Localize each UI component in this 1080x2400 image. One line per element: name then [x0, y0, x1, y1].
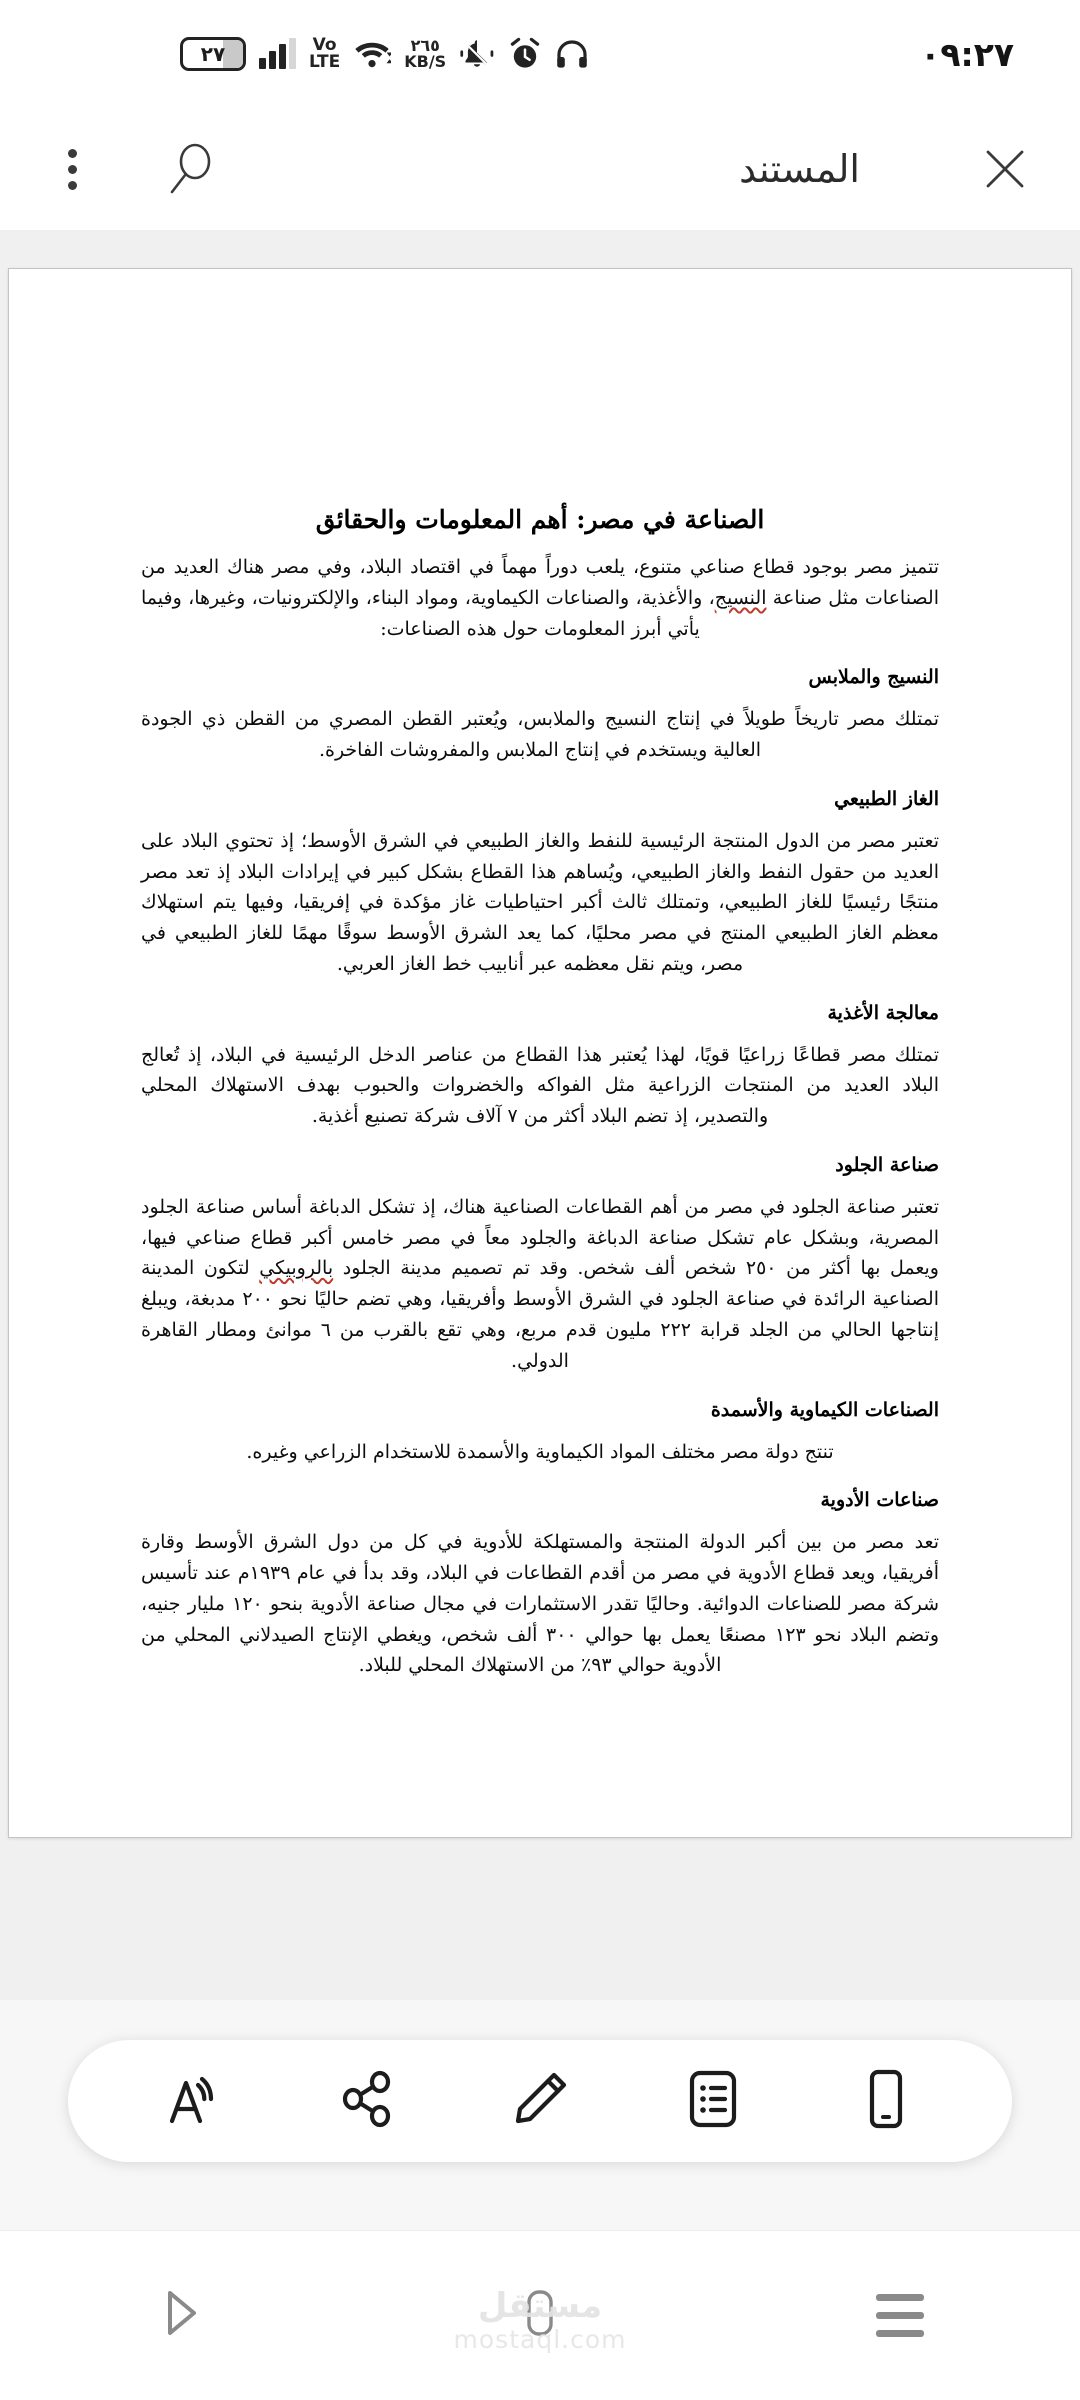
- back-button[interactable]: [105, 2261, 255, 2371]
- section-heading-food-processing: معالجة الأغذية: [827, 1001, 939, 1024]
- battery-icon: [180, 37, 246, 71]
- intro-text-part-2: ، والأغذية، والصناعات الكيماوية، ومواد البناء، والإلكترونيات، وغيرها، وفيما يأتي أبرز المعلومات حول هذه الصناعات:: [141, 586, 715, 640]
- app-bar: [0, 108, 1080, 230]
- section-body-chemicals: تنتج دولة مصر مختلف المواد الكيماوية والأسمدة للاستخدام الزراعي وغيره.: [246, 1440, 834, 1463]
- signal-bars-icon: [259, 39, 296, 69]
- share-button[interactable]: [313, 2047, 421, 2155]
- spell-error-robiki: بالروبيكي: [259, 1257, 334, 1280]
- outline-button[interactable]: [659, 2047, 767, 2155]
- leather-text-part-2: لتكون المدينة الصناعية الرائدة في صناعة الجلود في الشرق الأوسط وأفريقيا، وهي تضم حاليًا نحو ٢٠٠ مدبغة، ويبلغ إنتاجها الحالي من الجلد قرابة ٢٢٢ مليون قدم مربع، وهي تقع بالقرب من ٦ موانئ ومطار القاهرة الدولي.: [141, 1257, 939, 1372]
- kebab-menu-icon[interactable]: [52, 137, 93, 202]
- section-body-food-processing: تمتلك مصر قطاعًا زراعيًا قويًا، لهذا يُعتبر هذا القطاع من عناصر الدخل الرئيسية في البلاد، إذ تُعالج البلاد العديد من المنتجات الزراعية مثل الفواكه والخضروات والحبوب بهدف الاستهلاك المحلي والتصدير، إذ تضم البلاد أكثر من ٧ آلاف شركة تصنيع أغذية.: [141, 1043, 939, 1128]
- battery-level-text: ٢٧: [200, 42, 226, 66]
- edit-button[interactable]: [486, 2047, 594, 2155]
- document-page[interactable]: [8, 268, 1072, 1838]
- page-title: المستند: [739, 147, 860, 191]
- edit-pencil-icon: [504, 2063, 576, 2140]
- status-bar-icons: [180, 37, 589, 71]
- status-bar-clock: ٠٩:٢٧: [920, 34, 1014, 74]
- document-content: [9, 269, 1071, 1681]
- read-aloud-button[interactable]: [140, 2047, 248, 2155]
- section-heading-textiles: النسيج والملابس: [808, 666, 939, 689]
- document-title: الصناعة في مصر: أهم المعلومات والحقائق: [315, 505, 765, 534]
- section-body-pharmaceuticals: تعد مصر من بين أكبر الدولة المنتجة والمستهلكة للأدوية في كل من دول الشرق الأوسط وقارة أفريقيا، ويعد قطاع الأدوية في مصر من أقدم القطاعات في البلاد، وقد بدأ في عام ١٩٣٩م عند تأسيس شركة مصر للصناعات الدوائية. وحاليًا تقدر الاستثمارات في مجال صناعة الأدوية بنحو ١٢٠ مليار جنيه، وتضم البلاد نحو ١٢٣ مصنعًا يعمل بها حوالي ٣٠٠ ألف شخص، ويغطي الإنتاج الصيدلاني المحلي من الأدوية حوالي ٩٣٪ من الاستهلاك المحلي للبلاد.: [141, 1531, 939, 1677]
- section-body-natural-gas: تعتبر مصر من الدول المنتجة الرئيسية للنفط والغاز الطبيعي في الشرق الأوسط؛ إذ تحتوي البلاد على العديد من حقول النفط والغاز الطبيعي، ويُساهم هذا القطاع بشكل كبير في إيرادات البلاد إذ تعد مصر منتجًا رئيسيًا للغاز الطبيعي، وتمتلك ثالث أكبر احتياطيات غاز مؤكدة في إفريقيا، وفيها يتم استهلاك معظم الغاز الطبيعي المنتج في مصر محليًا، كما يعد الشرق الأوسط سوقًا مهمًا للغاز الطبيعي في مصر، ويتم نقل معظمه عبر أنابيب خط الغاز العربي.: [141, 829, 939, 975]
- document-intro-paragraph: [141, 552, 939, 644]
- status-bar-clock-area: [589, 35, 1044, 74]
- mobile-view-icon: [850, 2063, 922, 2140]
- app-bar-left-actions: [52, 137, 221, 202]
- document-scroll-area[interactable]: [0, 230, 1080, 2000]
- section-heading-pharmaceuticals: صناعات الأدوية: [820, 1489, 939, 1512]
- close-icon[interactable]: [978, 142, 1032, 196]
- outline-list-icon: [677, 2063, 749, 2140]
- network-speed-value: ٢٦٥: [410, 35, 440, 55]
- read-aloud-icon: [158, 2063, 230, 2140]
- spell-error-nasij: النسيج: [714, 586, 767, 609]
- recents-hamburger-icon: [876, 2294, 924, 2337]
- leather-text-part-1: تعتبر صناعة الجلود في مصر من أهم القطاعات الصناعية هناك، إذ تشكل الدباغة أساس صناعة الجلود المصرية، وبشكل عام تشكل صناعة الدباغة والجلود معاً في مصر خامس أكبر قطاع صناعي فيها، ويعمل بها أكثر من ٢٥٠ شخص ألف شخص. وقد تم تصميم مدينة الجلود: [141, 1195, 939, 1280]
- volte-icon: [309, 37, 340, 70]
- app-bar-right-actions: [739, 142, 1032, 196]
- network-speed-icon: [404, 35, 447, 71]
- recents-button[interactable]: [825, 2261, 975, 2371]
- mobile-view-button[interactable]: [832, 2047, 940, 2155]
- system-navigation-bar: [0, 2230, 1080, 2400]
- document-toolbar: [68, 2040, 1012, 2162]
- headphones-icon: [555, 39, 589, 69]
- intro-text-part-1: تتميز مصر بوجود قطاع صناعي متنوع، يلعب دوراً مهماً في اقتصاد البلاد، وفي مصر هناك العديد من الصناعات مثل صناعة: [141, 556, 940, 609]
- home-button[interactable]: [465, 2261, 615, 2371]
- volte-top-text: Vo: [312, 35, 337, 56]
- mute-bell-icon: [459, 37, 495, 71]
- section-body-leather: [141, 1192, 939, 1377]
- status-bar: [0, 0, 1080, 108]
- watermark-latin-text: mostaql.com: [453, 2325, 627, 2354]
- section-heading-natural-gas: الغاز الطبيعي: [834, 787, 939, 810]
- section-heading-chemicals: الصناعات الكيماوية والأسمدة: [710, 1398, 939, 1421]
- share-icon: [331, 2063, 403, 2140]
- battery-fill: [223, 40, 243, 68]
- wifi-icon: [353, 38, 391, 70]
- back-triangle-icon: [152, 2283, 208, 2348]
- search-icon[interactable]: [159, 138, 221, 200]
- section-heading-leather: صناعة الجلود: [835, 1153, 939, 1176]
- volte-bottom-text: LTE: [309, 52, 341, 72]
- watermark-arabic-text: مستقل: [477, 2285, 603, 2326]
- network-speed-unit: KB/S: [404, 52, 447, 71]
- home-pill-icon: [518, 2282, 562, 2349]
- section-body-textiles: تمتلك مصر تاريخاً طويلاً في إنتاج النسيج والملابس، ويُعتبر القطن المصري من القطن ذي الجودة العالية ويستخدم في إنتاج الملابس والمفروشات الفاخرة.: [141, 708, 939, 762]
- alarm-icon: [508, 37, 542, 71]
